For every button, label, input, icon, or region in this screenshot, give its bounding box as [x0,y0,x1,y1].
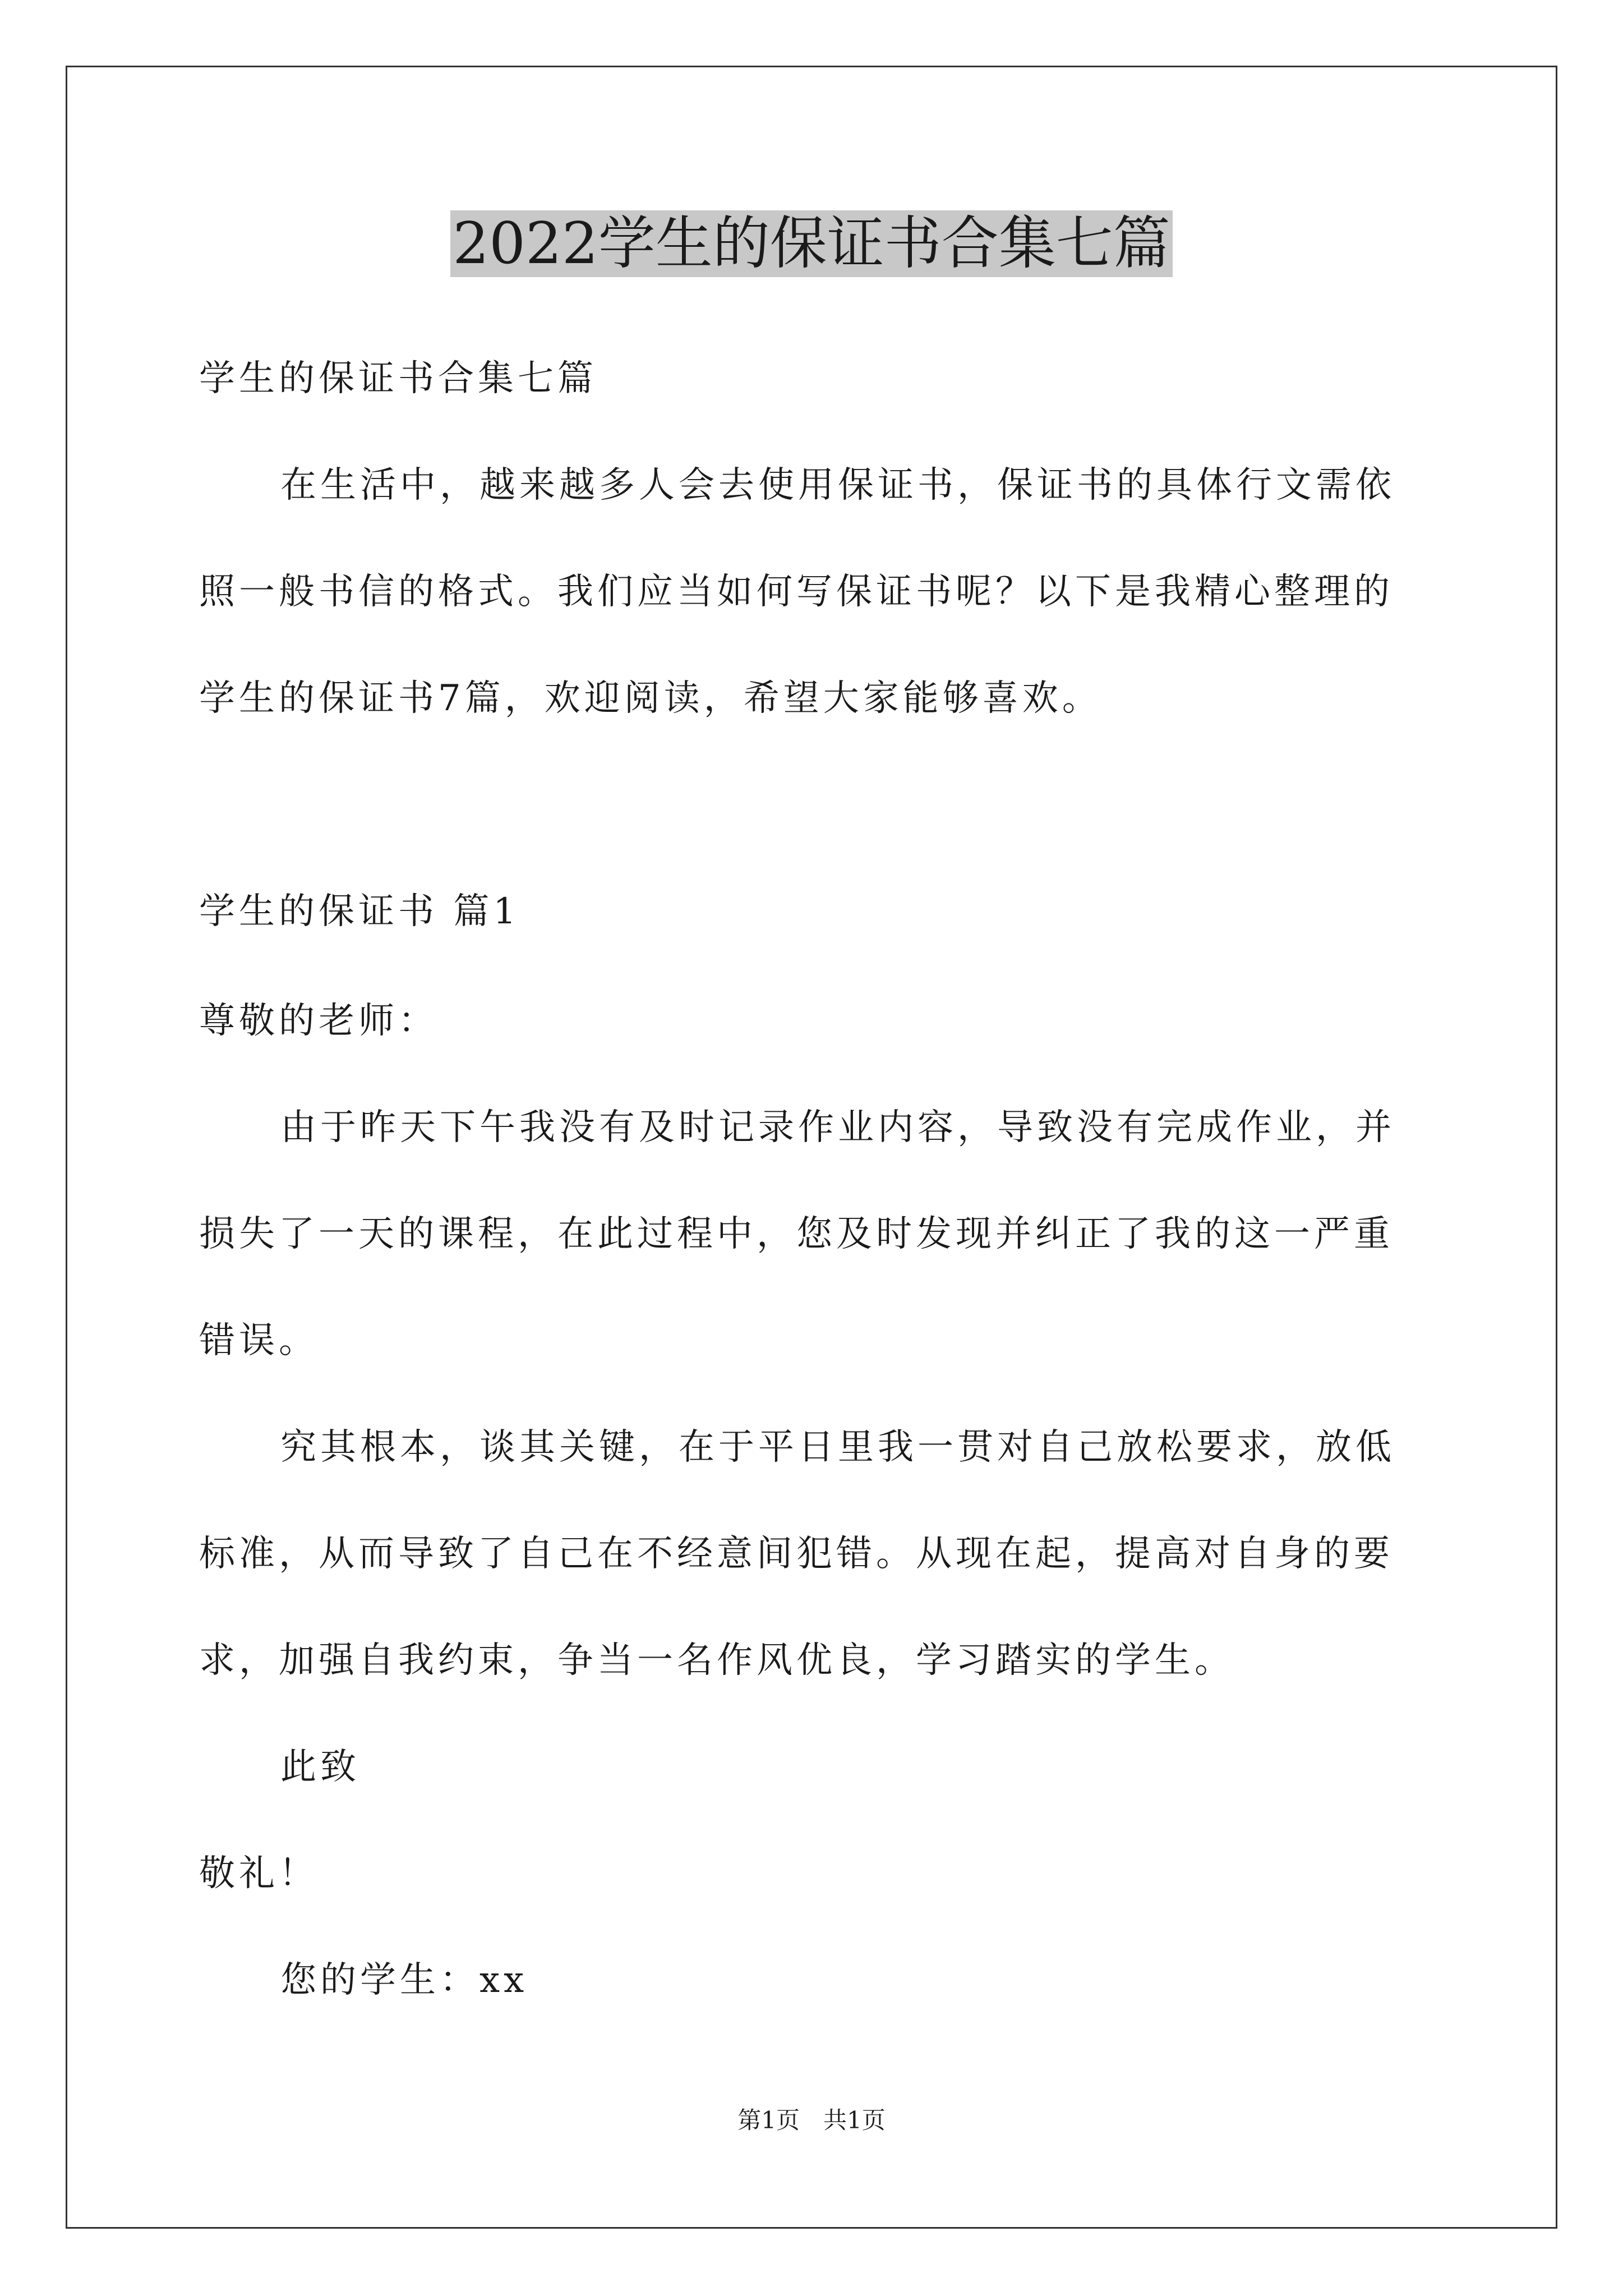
document-title [0,205,1623,283]
regards: 敬礼！ [199,1853,319,1894]
intro-line-3: 学生的保证书7篇，欢迎阅读，希望大家能够喜欢。 [199,678,1102,719]
signature: 您的学生：xx [280,1959,528,2001]
paragraph2-line-1: 究其根本，谈其关键，在于平日里我一贯对自己放松要求，放低 [280,1427,1395,1468]
section-heading: 学生的保证书 篇1 [199,891,520,932]
page-footer: 第1页 共1页 [737,2106,886,2134]
closing: 此致 [280,1746,360,1788]
salutation: 尊敬的老师： [199,1000,438,1042]
document-subtitle: 学生的保证书合集七篇 [199,358,597,399]
paragraph2-line-3: 求，加强自我约束，争当一名作风优良，学习踏实的学生。 [199,1640,1234,1681]
paragraph1-line-2: 损失了一天的课程，在此过程中，您及时发现并纠正了我的这一严重 [199,1213,1394,1255]
document-title-text: 2022学生的保证书合集七篇 [450,210,1173,277]
intro-line-2: 照一般书信的格式。我们应当如何写保证书呢？以下是我精心整理的 [199,571,1394,613]
paragraph2-line-2: 标准，从而导致了自己在不经意间犯错。从现在起，提高对自身的要 [199,1533,1394,1575]
paragraph1-line-1: 由于昨天下午我没有及时记录作业内容，导致没有完成作业，并 [280,1107,1395,1148]
paragraph1-line-3: 错误。 [199,1320,319,1361]
intro-line-1: 在生活中，越来越多人会去使用保证书，保证书的具体行文需依 [280,464,1395,506]
